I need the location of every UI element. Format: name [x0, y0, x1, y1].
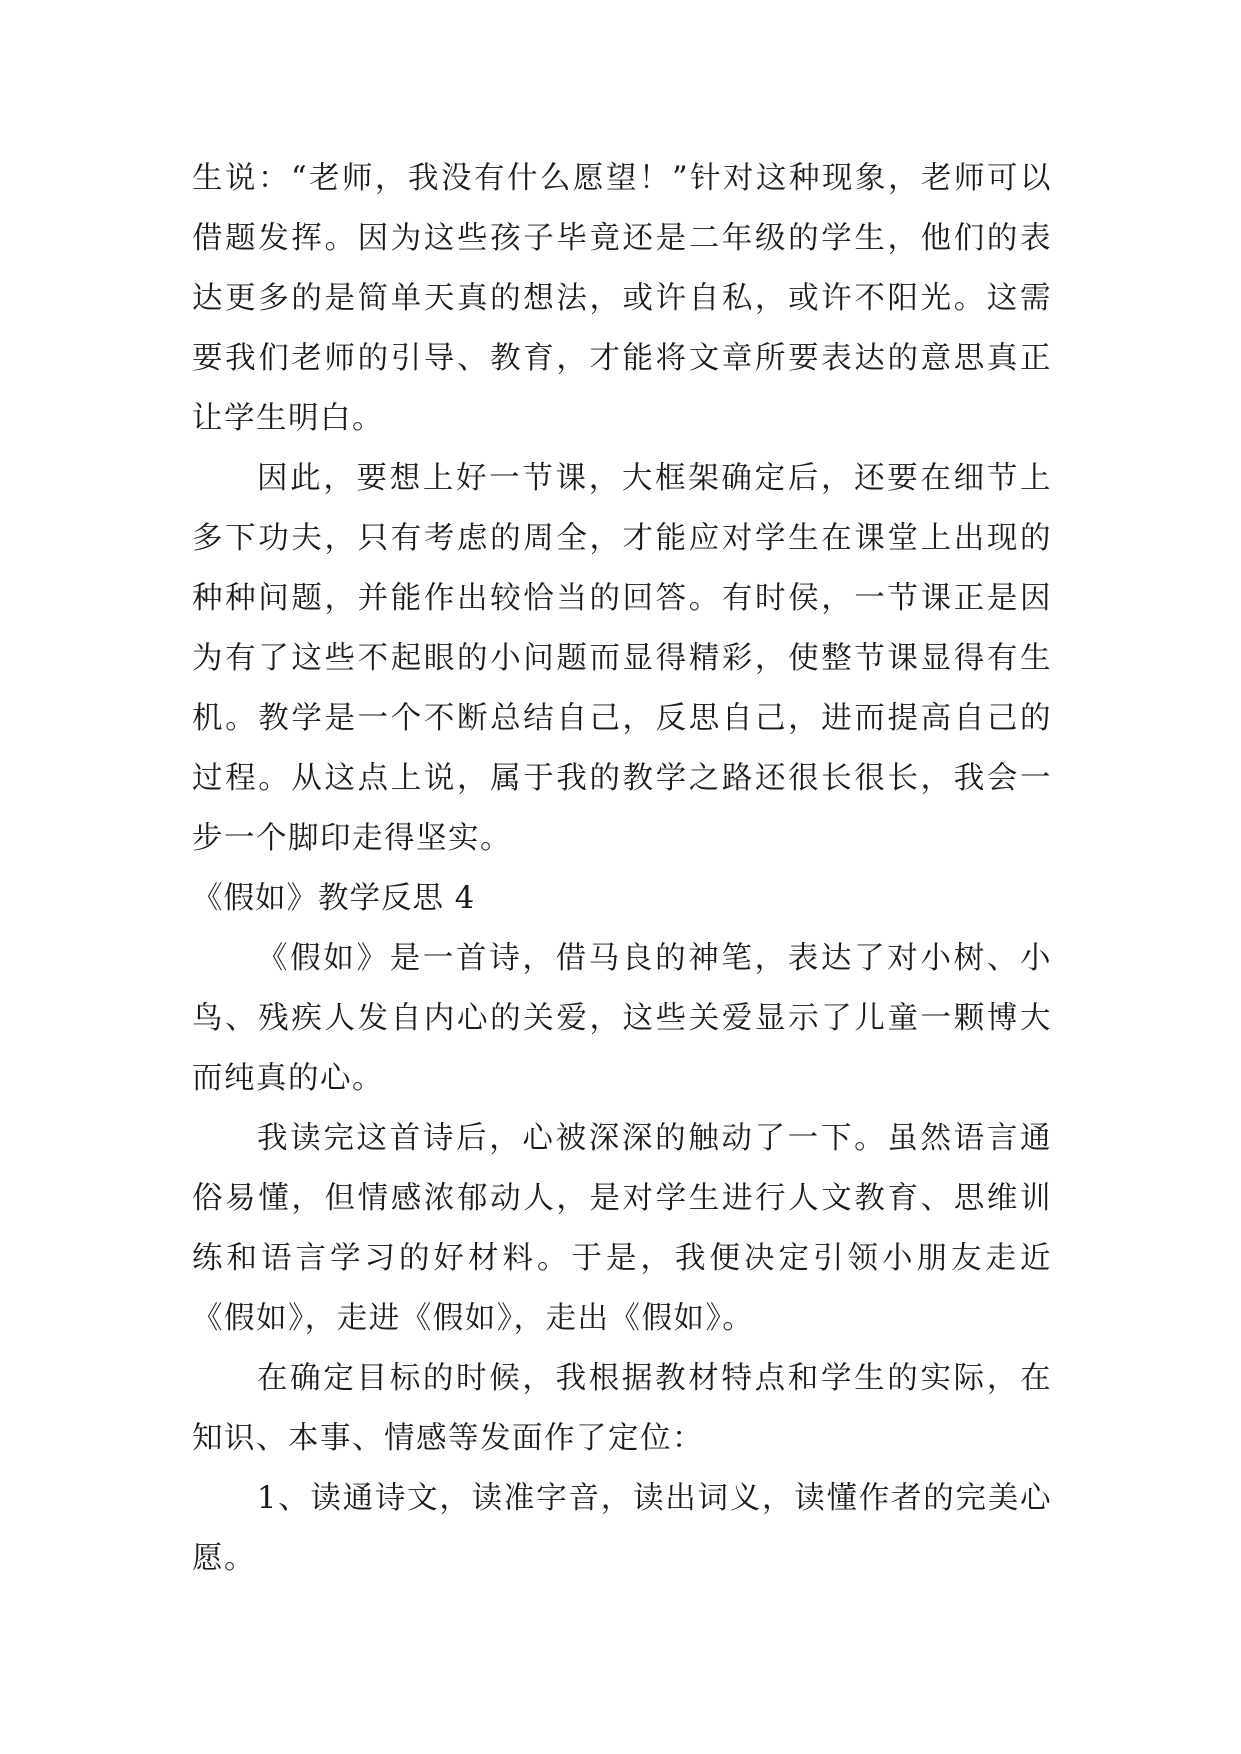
document-body	[192, 149, 1052, 1589]
paragraph-intro: 《假如》是一首诗，借马良的神笔，表达了对小树、小鸟、残疾人发自内心的关爱，这些关爱显示了儿童一颗博大而纯真的心。	[192, 941, 1052, 1096]
paragraph-goals: 在确定目标的时候，我根据教材特点和学生的实际，在知识、本事、情感等发面作了定位：	[192, 1361, 1052, 1456]
paragraph-conclusion: 因此，要想上好一节课，大框架确定后，还要在细节上多下功夫，只有考虑的周全，才能应对学生在课堂上出现的种种问题，并能作出较恰当的回答。有时侯，一节课正是因为有了这些不起眼的小问题而显得精彩，使整节课显得有生机。教学是一个不断总结自己，反思自己，进而提高自己的过程。从这点上说，属于我的教学之路还很长很长，我会一步一个脚印走得坚实。	[192, 461, 1052, 856]
paragraph-goal-item-1: 1、读通诗文，读准字音，读出词义，读懂作者的完美心愿。	[192, 1481, 1052, 1576]
paragraph-reading-response: 我读完这首诗后，心被深深的触动了一下。虽然语言通俗易懂，但情感浓郁动人，是对学生进行人文教育、思维训练和语言学习的好材料。于是，我便决定引领小朋友走近《假如》，走进《假如》，走出《假如》。	[192, 1121, 1052, 1336]
paragraph-continuation: 生说：“老师，我没有什么愿望！”针对这种现象，老师可以借题发挥。因为这些孩子毕竟还是二年级的学生，他们的表达更多的是简单天真的想法，或许自私，或许不阳光。这需要我们老师的引导、教育，才能将文章所要表达的意思真正让学生明白。	[192, 161, 1052, 436]
section-heading: 《假如》教学反思 4	[192, 881, 476, 916]
